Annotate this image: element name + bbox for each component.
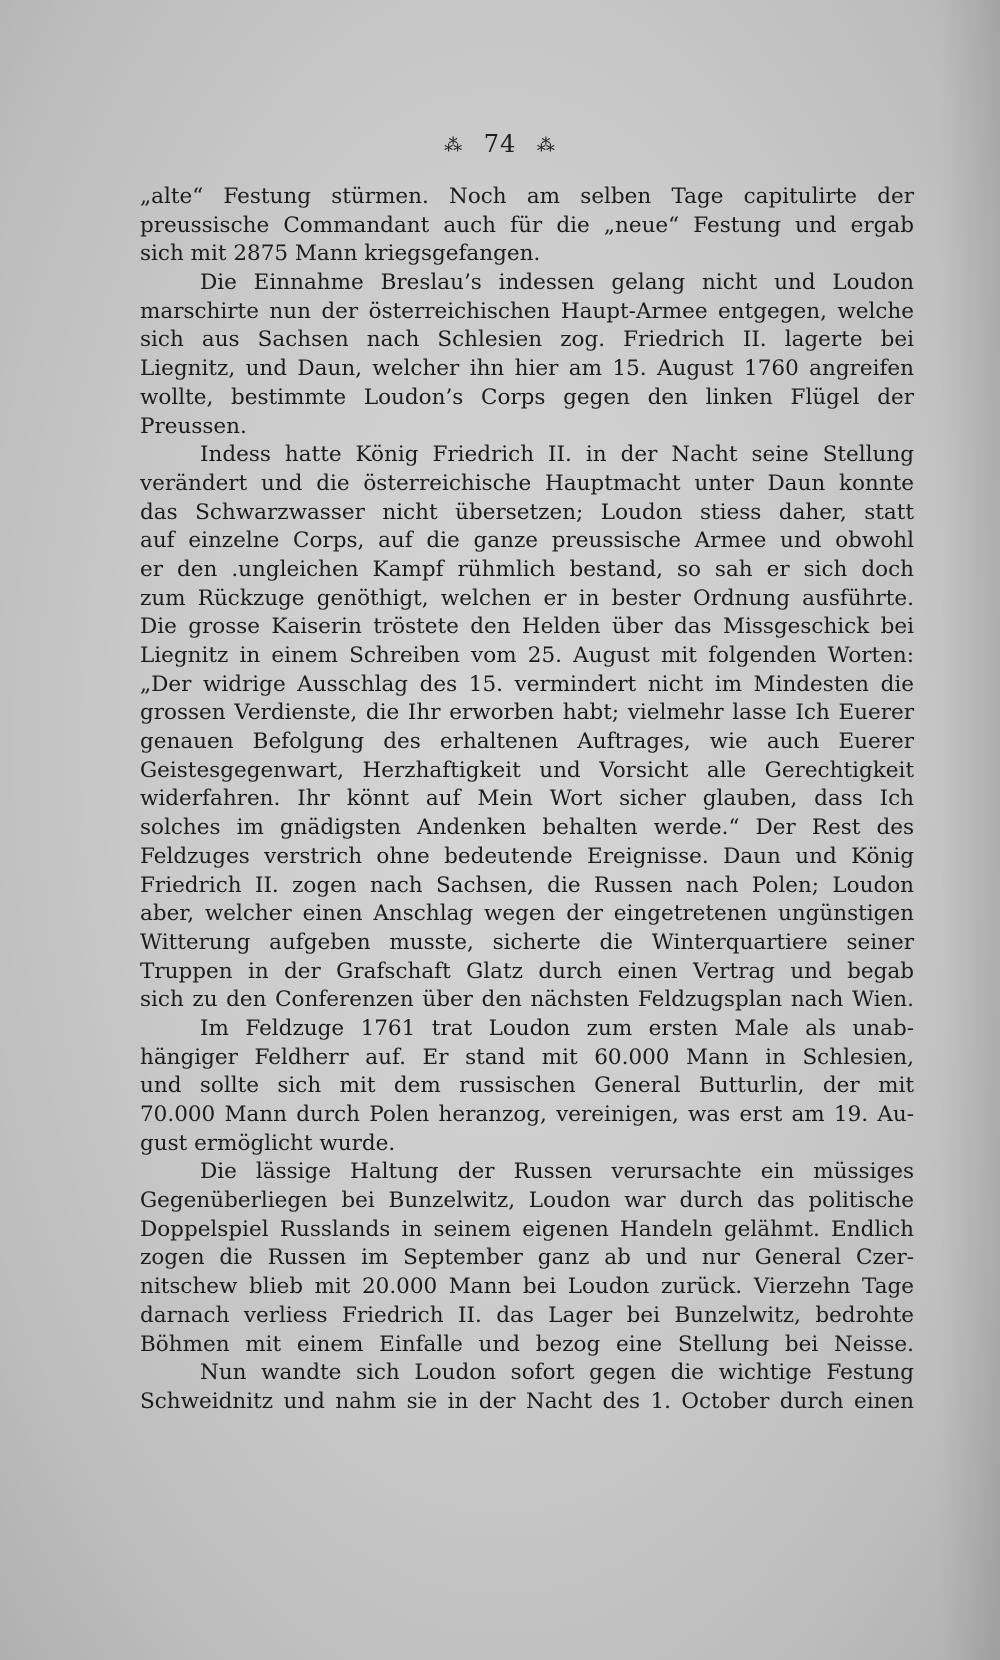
text-line: er den .ungleichen Kampf rühmlich bestand, so sah er sich doch (140, 556, 914, 582)
text-line: Die Einnahme Breslau’s indessen gelang nicht und Loudon (200, 270, 914, 296)
text-line: sich aus Sachsen nach Schlesien zog. Friedrich II. lagerte bei (140, 327, 914, 353)
text-line: Liegnitz in einem Schreiben vom 25. August mit folgenden Worten: (140, 643, 914, 668)
text-line: Feldzuges verstrich ohne bedeutende Ereignisse. Daun und König (140, 843, 914, 869)
text-line: Im Feldzuge 1761 trat Loudon zum ersten Male als unab- (200, 1015, 914, 1041)
text-line: Friedrich II. zogen nach Sachsen, die Russen nach Polen; Loudon (140, 872, 914, 898)
text-line: aber, welcher einen Anschlag wegen der eingetretenen ungünstigen (140, 901, 914, 927)
text-line: Die grosse Kaiserin tröstete den Helden über das Missgeschick bei (140, 614, 914, 640)
text-line: grossen Verdienste, die Ihr erworben habt; vielmehr lasse Ich Euerer (140, 700, 914, 726)
text-line: zogen die Russen im September ganz ab und nur General Czer- (140, 1245, 914, 1271)
text-line: „Der widrige Ausschlag des 15. vermindert nicht im Mindesten die (140, 671, 914, 697)
text-line: das Schwarzwasser nicht übersetzen; Loudon stiess daher, statt (140, 499, 914, 525)
text-line: hängiger Feldherr auf. Er stand mit 60.000 Mann in Schlesien, (140, 1044, 914, 1070)
text-line: solches im gnädigsten Andenken behalten werde.“ Der Rest des (140, 815, 914, 841)
text-line: gust ermöglicht wurde. (140, 1130, 396, 1156)
text-line: Schweidnitz und nahm sie in der Nacht des 1. October durch einen (140, 1388, 914, 1414)
page-number: 74 (483, 130, 517, 158)
text-line: zum Rückzuge genöthigt, welchen er in bester Ordnung ausführte. (140, 585, 914, 611)
text-line: Preussen. (140, 413, 247, 439)
text-line: widerfahren. Ihr könnt auf Mein Wort sicher glauben, dass Ich (140, 786, 914, 812)
text-line: darnach verliess Friedrich II. das Lager bei Bunzelwitz, bedrohte (140, 1302, 914, 1328)
text-line: auf einzelne Corps, auf die ganze preussische Armee und obwohl (140, 528, 914, 554)
page-header (0, 130, 1000, 158)
text-line: Die lässige Haltung der Russen verursachte ein müssiges (200, 1159, 914, 1185)
text-line: Liegnitz, und Daun, welcher ihn hier am 15. August 1760 angreifen (140, 356, 914, 382)
text-line: und sollte sich mit dem russischen General Butturlin, der mit (140, 1073, 914, 1099)
body-text (140, 183, 914, 1417)
text-line: wollte, bestimmte Loudon’s Corps gegen den linken Flügel der (140, 384, 914, 410)
text-line: 70.000 Mann durch Polen heranzog, vereinigen, was erst am 19. Au- (140, 1102, 914, 1127)
text-line: sich mit 2875 Mann kriegsgefangen. (140, 241, 541, 267)
text-line: preussische Commandant auch für die „neue“ Festung und ergab (140, 212, 914, 238)
text-line: Gegenüberliegen bei Bunzelwitz, Loudon war durch das politische (140, 1188, 914, 1214)
text-line: Nun wandte sich Loudon sofort gegen die wichtige Festung (200, 1360, 914, 1386)
ornament-right-icon: ⁂ (536, 135, 556, 156)
text-line: „alte“ Festung stürmen. Noch am selben Tage capitulirte der (140, 184, 914, 209)
text-line: genauen Befolgung des erhaltenen Auftrages, wie auch Euerer (140, 729, 914, 755)
text-line: Böhmen mit einem Einfalle und bezog eine Stellung bei Neisse. (140, 1331, 914, 1357)
text-line: marschirte nun der österreichischen Haupt-Armee entgegen, welche (140, 298, 914, 324)
text-line: sich zu den Conferenzen über den nächsten Feldzugsplan nach Wien. (140, 987, 914, 1013)
ornament-left-icon: ⁂ (444, 135, 464, 156)
text-line: verändert und die österreichische Hauptmacht unter Daun konnte (140, 470, 914, 496)
text-line: nitschew blieb mit 20.000 Mann bei Loudon zurück. Vierzehn Tage (140, 1274, 914, 1300)
page-edge-shadow (940, 0, 1000, 1660)
text-line: Truppen in der Grafschaft Glatz durch einen Vertrag und begab (140, 958, 914, 984)
text-line: Witterung aufgeben musste, sicherte die Winterquartiere seiner (140, 929, 914, 955)
text-line: Doppelspiel Russlands in seinem eigenen Handeln gelähmt. Endlich (140, 1216, 914, 1242)
text-line: Geistesgegenwart, Herzhaftigkeit und Vorsicht alle Gerechtigkeit (140, 757, 914, 783)
text-line: Indess hatte König Friedrich II. in der Nacht seine Stellung (200, 442, 914, 468)
